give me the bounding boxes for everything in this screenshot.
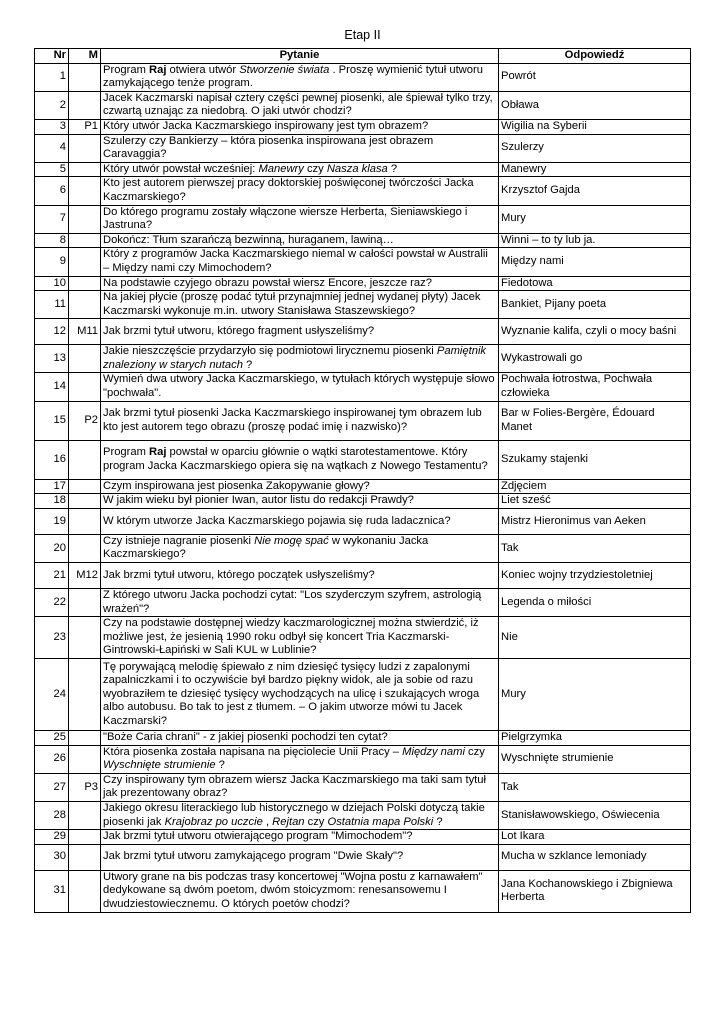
row-question	[101, 134, 499, 162]
row-media-code	[69, 479, 101, 494]
row-number: 24	[35, 659, 69, 731]
row-answer: Winni – to ty lub ja.	[499, 233, 691, 248]
row-answer: Liet sześć	[499, 494, 691, 509]
row-question	[101, 659, 499, 731]
row-media-code	[69, 731, 101, 746]
row-answer: Wigilia na Syberii	[499, 119, 691, 134]
row-media-code	[69, 291, 101, 319]
row-question	[101, 233, 499, 248]
row-media-code	[69, 63, 101, 91]
row-number: 29	[35, 830, 69, 845]
question-text: Między nami	[402, 745, 465, 758]
row-question	[101, 773, 499, 801]
row-question	[101, 440, 499, 479]
table-row	[35, 119, 691, 134]
row-question	[101, 731, 499, 746]
header-answer: Odpowiedź	[499, 49, 691, 64]
row-question	[101, 745, 499, 773]
row-question	[101, 177, 499, 205]
row-answer: Tak	[499, 773, 691, 801]
row-number: 9	[35, 248, 69, 276]
table-row	[35, 479, 691, 494]
row-number: 31	[35, 870, 69, 912]
question-text: Jakiego okresu literackiego lub historycznego w dziejach Polski dotyczą takie piosenki jak	[103, 801, 485, 828]
question-text: Jakie nieszczęście przydarzyło się podmiotowi lirycznemu piosenki	[103, 345, 437, 358]
row-number: 5	[35, 162, 69, 177]
question-text: Który utwór Jacka Kaczmarskiego inspirowany jest tym obrazem?	[103, 119, 429, 132]
row-number: 17	[35, 479, 69, 494]
table-row	[35, 91, 691, 119]
header-question: Pytanie	[101, 49, 499, 64]
row-answer: Wyznanie kalifa, czyli o mocy baśni	[499, 319, 691, 345]
row-question	[101, 248, 499, 276]
row-number: 6	[35, 177, 69, 205]
table-row	[35, 276, 691, 291]
row-question	[101, 276, 499, 291]
row-question	[101, 801, 499, 829]
row-answer: Bankiet, Pijany poeta	[499, 291, 691, 319]
row-answer: Fiedotowa	[499, 276, 691, 291]
quiz-table	[34, 48, 691, 913]
row-answer: Legenda o miłości	[499, 589, 691, 617]
row-media-code	[69, 745, 101, 773]
table-row	[35, 844, 691, 870]
question-text: Jak brzmi tytuł utworu zamykającego program "Dwie Skały"?	[103, 850, 404, 863]
row-question	[101, 63, 499, 91]
table-row	[35, 205, 691, 233]
question-text: . Proszę wymienić tytuł utworu zamykającego tenże program.	[103, 63, 483, 90]
row-answer: Bar w Folies-Bergère, Édouard Manet	[499, 401, 691, 440]
table-row	[35, 440, 691, 479]
question-text: Rejtan	[272, 815, 305, 828]
row-answer: Krzysztof Gajda	[499, 177, 691, 205]
row-number: 8	[35, 233, 69, 248]
row-media-code	[69, 659, 101, 731]
row-answer: Mury	[499, 205, 691, 233]
row-question	[101, 319, 499, 345]
table-row	[35, 134, 691, 162]
row-answer: Pochwała łotrostwa, Pochwała człowieka	[499, 373, 691, 401]
header-nr: Nr	[35, 49, 69, 64]
question-text: Utwory grane na bis podczas trasy koncertowej "Wojna postu z karnawałem" dedykowane są dwóm poetom, dwóm stoicyzmom: renesansowemu I dwudziestowiecznemu. O których poetów chodzi?	[103, 870, 483, 910]
row-media-code	[69, 589, 101, 617]
row-question	[101, 345, 499, 373]
question-text: w wykonaniu Jacka Kaczmarskiego?	[103, 534, 429, 561]
row-answer: Mistrz Hieronimus van Aeken	[499, 508, 691, 534]
question-text: Nie mogę spać	[254, 534, 329, 547]
question-text: ?	[387, 162, 398, 175]
row-answer: Lot Ikara	[499, 830, 691, 845]
table-row	[35, 345, 691, 373]
row-media-code	[69, 494, 101, 509]
table-row	[35, 177, 691, 205]
row-question	[101, 373, 499, 401]
row-question	[101, 205, 499, 233]
question-text: Raj	[149, 63, 167, 76]
row-media-code	[69, 870, 101, 912]
row-media-code: P1	[69, 119, 101, 134]
row-number: 11	[35, 291, 69, 319]
row-media-code	[69, 134, 101, 162]
row-media-code	[69, 233, 101, 248]
question-text: Program	[103, 63, 150, 76]
page-title: Etap II	[344, 28, 381, 42]
question-text: Stworzenie świata	[239, 63, 330, 76]
question-text: czy	[304, 815, 328, 828]
table-row	[35, 773, 691, 801]
row-number: 27	[35, 773, 69, 801]
table-body	[35, 63, 691, 912]
row-question	[101, 401, 499, 440]
row-media-code	[69, 91, 101, 119]
row-question	[101, 563, 499, 589]
question-text: ,	[262, 815, 273, 828]
row-number: 3	[35, 119, 69, 134]
row-media-code	[69, 844, 101, 870]
row-question	[101, 617, 499, 659]
table-row	[35, 589, 691, 617]
question-text: Na podstawie czyjego obrazu powstał wiersz Encore, jeszcze raz?	[103, 276, 432, 289]
table-row	[35, 534, 691, 562]
question-text: Pamiętnik znaleziony w starych nutach	[103, 345, 487, 371]
row-question	[101, 494, 499, 509]
question-text: Jacek Kaczmarski napisał cztery części pewnej piosenki, ale śpiewał tylko trzy, czwartą uznając za niedobrą. O jaki utwór chodzi?	[103, 91, 493, 118]
table-row	[35, 401, 691, 440]
table-row	[35, 745, 691, 773]
question-text: Który z programów Jacka Kaczmarskiego niemal w całości powstał w Australii – Między nami czy Mimochodem?	[103, 248, 488, 274]
row-question	[101, 291, 499, 319]
row-answer: Jana Kochanowskiego i Zbigniewa Herberta	[499, 870, 691, 912]
question-text: Czym inspirowana jest piosenka Zakopywanie głowy?	[103, 479, 370, 492]
question-text: Czy istnieje nagranie piosenki	[103, 534, 255, 547]
row-media-code	[69, 830, 101, 845]
row-number: 28	[35, 801, 69, 829]
row-question	[101, 589, 499, 617]
row-media-code	[69, 248, 101, 276]
row-media-code	[69, 440, 101, 479]
row-question	[101, 508, 499, 534]
row-answer: Tak	[499, 534, 691, 562]
row-number: 14	[35, 373, 69, 401]
row-question	[101, 91, 499, 119]
question-text: Szulerzy czy Bankierzy – która piosenka inspirowana jest obrazem Caravaggia?	[103, 134, 434, 161]
question-text: Ostatnia mapa Polski	[327, 815, 434, 828]
table-row	[35, 563, 691, 589]
row-answer: Zdjęciem	[499, 479, 691, 494]
row-answer: Między nami	[499, 248, 691, 276]
table-row	[35, 373, 691, 401]
row-number: 16	[35, 440, 69, 479]
question-text: Który utwór powstał wcześniej:	[103, 162, 259, 175]
row-number: 20	[35, 534, 69, 562]
question-text: Raj	[149, 446, 167, 459]
question-text: ?	[242, 358, 253, 371]
row-question	[101, 870, 499, 912]
question-text: Jak brzmi tytuł piosenki Jacka Kaczmarskiego inspirowanej tym obrazem lub kto jest autorem tego obrazu (proszę podać imię i nazwisko)?	[103, 407, 482, 433]
table-row	[35, 659, 691, 731]
row-media-code	[69, 801, 101, 829]
question-text: Jak brzmi tytuł utworu otwierającego program "Mimochodem"?	[103, 830, 413, 843]
table-row	[35, 248, 691, 276]
row-number: 15	[35, 401, 69, 440]
row-number: 22	[35, 589, 69, 617]
table-row	[35, 870, 691, 912]
table-row	[35, 617, 691, 659]
row-media-code	[69, 617, 101, 659]
row-media-code: P3	[69, 773, 101, 801]
row-number: 4	[35, 134, 69, 162]
question-text: otwiera utwór	[166, 63, 240, 76]
row-media-code	[69, 508, 101, 534]
row-media-code	[69, 205, 101, 233]
table-row	[35, 162, 691, 177]
question-text: Krajobraz po uczcie	[164, 815, 263, 828]
row-question	[101, 162, 499, 177]
row-media-code	[69, 162, 101, 177]
question-text: Tę porywającą melodię śpiewało z nim dziesięć tysięcy ludzi z zapalonymi zapalniczkami i to oczywiście był bardzo piękny widok, ale ja sobie od razu wyobraziłem te dziesięć tysięcy wychodzących na ulicę i szukających wroga albo autobusu. Bo tak to jest z tłumem. – O jakim utworze mówi tu Jacek Kaczmarski?	[103, 660, 480, 727]
question-text: Dokończ: Tłum szarańczą bezwinną, huraganem, lawiną…	[103, 233, 394, 246]
question-text: Która piosenka została napisana na pięciolecie Unii Pracy –	[103, 745, 403, 758]
question-text: Do którego programu zostały włączone wiersze Herberta, Sieniawskiego i Jastruna?	[103, 205, 468, 232]
question-text: Wymień dwa utwory Jacka Kaczmarskiego, w tytułach których występuje słowo "pochwała".	[103, 373, 495, 400]
question-text: czy	[303, 162, 327, 175]
table-row	[35, 731, 691, 746]
row-media-code: M12	[69, 563, 101, 589]
row-answer: Powrót	[499, 63, 691, 91]
question-text: Z którego utworu Jacka pochodzi cytat: "Los szyderczym szyfrem, astrologią wrażeń"?	[103, 589, 482, 615]
table-row	[35, 291, 691, 319]
row-answer: Nie	[499, 617, 691, 659]
header-m: M	[69, 49, 101, 64]
question-text: czy	[464, 745, 485, 758]
row-number: 2	[35, 91, 69, 119]
row-answer: Szukamy stajenki	[499, 440, 691, 479]
row-answer: Manewry	[499, 162, 691, 177]
row-question	[101, 119, 499, 134]
table-row	[35, 319, 691, 345]
row-media-code	[69, 276, 101, 291]
row-answer: Obława	[499, 91, 691, 119]
table-row	[35, 494, 691, 509]
row-number: 1	[35, 63, 69, 91]
row-answer: Koniec wojny trzydziestoletniej	[499, 563, 691, 589]
question-text: Program	[103, 446, 150, 459]
question-text: ?	[433, 815, 443, 828]
question-text: "Boże Caria chrani" - z jakiej piosenki pochodzi ten cytat?	[103, 731, 388, 743]
row-answer: Szulerzy	[499, 134, 691, 162]
question-text: Manewry	[258, 162, 304, 175]
row-media-code: P2	[69, 401, 101, 440]
row-answer: Wykastrowali go	[499, 345, 691, 373]
question-text: Czy inspirowany tym obrazem wiersz Jacka Kaczmarskiego ma taki sam tytuł jak prezentowany obraz?	[103, 773, 486, 800]
row-media-code	[69, 177, 101, 205]
row-media-code	[69, 534, 101, 562]
row-question	[101, 479, 499, 494]
question-text: Na jakiej płycie (proszę podać tytuł przynajmniej jednej wydanej płyty) Jacek Kaczmarski wykonuje m.in. utwory Stanisława Staszewskiego?	[103, 291, 481, 317]
row-question	[101, 830, 499, 845]
row-number: 10	[35, 276, 69, 291]
row-number: 30	[35, 844, 69, 870]
question-text: powstał w oparciu głównie o wątki starotestamentowe. Który program Jacka Kaczmarskiego opiera się na wątkach z Nowego Testamentu?	[103, 446, 488, 472]
row-question	[101, 844, 499, 870]
row-number: 26	[35, 745, 69, 773]
table-row	[35, 830, 691, 845]
row-number: 18	[35, 494, 69, 509]
question-text: Kto jest autorem pierwszej pracy doktorskiej poświęconej twórczości Jacka Kaczmarskiego?	[103, 177, 474, 203]
table-row	[35, 63, 691, 91]
question-text: ?	[215, 759, 225, 772]
row-answer: Pielgrzymka	[499, 731, 691, 746]
row-number: 21	[35, 563, 69, 589]
row-media-code	[69, 345, 101, 373]
question-text: Jak brzmi tytuł utworu, którego początek usłyszeliśmy?	[103, 568, 375, 581]
question-text: Czy na podstawie dostępnej wiedzy kaczmarologicznej można stwierdzić, iż możliwe jest, że jesienią 1990 roku odbył się koncert Tria Kaczmarski-Gintrowski-Łapiński w Sali KUL w Lublinie?	[103, 617, 479, 657]
row-number: 19	[35, 508, 69, 534]
row-answer: Mucha w szklance lemoniady	[499, 844, 691, 870]
question-text: Jak brzmi tytuł utworu, którego fragment usłyszeliśmy?	[103, 324, 375, 337]
row-answer: Wyschnięte strumienie	[499, 745, 691, 773]
row-media-code	[69, 373, 101, 401]
row-answer: Mury	[499, 659, 691, 731]
row-number: 12	[35, 319, 69, 345]
table-row	[35, 801, 691, 829]
row-answer: Stanisławowskiego, Oświecenia	[499, 801, 691, 829]
question-text: Nasza klasa	[326, 162, 388, 175]
table-row	[35, 508, 691, 534]
row-number: 7	[35, 205, 69, 233]
row-question	[101, 534, 499, 562]
table-row	[35, 233, 691, 248]
row-number: 13	[35, 345, 69, 373]
row-number: 23	[35, 617, 69, 659]
row-number: 25	[35, 731, 69, 746]
table-header-row	[35, 49, 691, 64]
question-text: W którym utworze Jacka Kaczmarskiego pojawia się ruda ladacznica?	[103, 514, 451, 527]
row-media-code: M11	[69, 319, 101, 345]
question-text: W jakim wieku był pionier Iwan, autor listu do redakcji Prawdy?	[103, 494, 414, 507]
question-text: Wyschnięte strumienie	[103, 759, 216, 772]
